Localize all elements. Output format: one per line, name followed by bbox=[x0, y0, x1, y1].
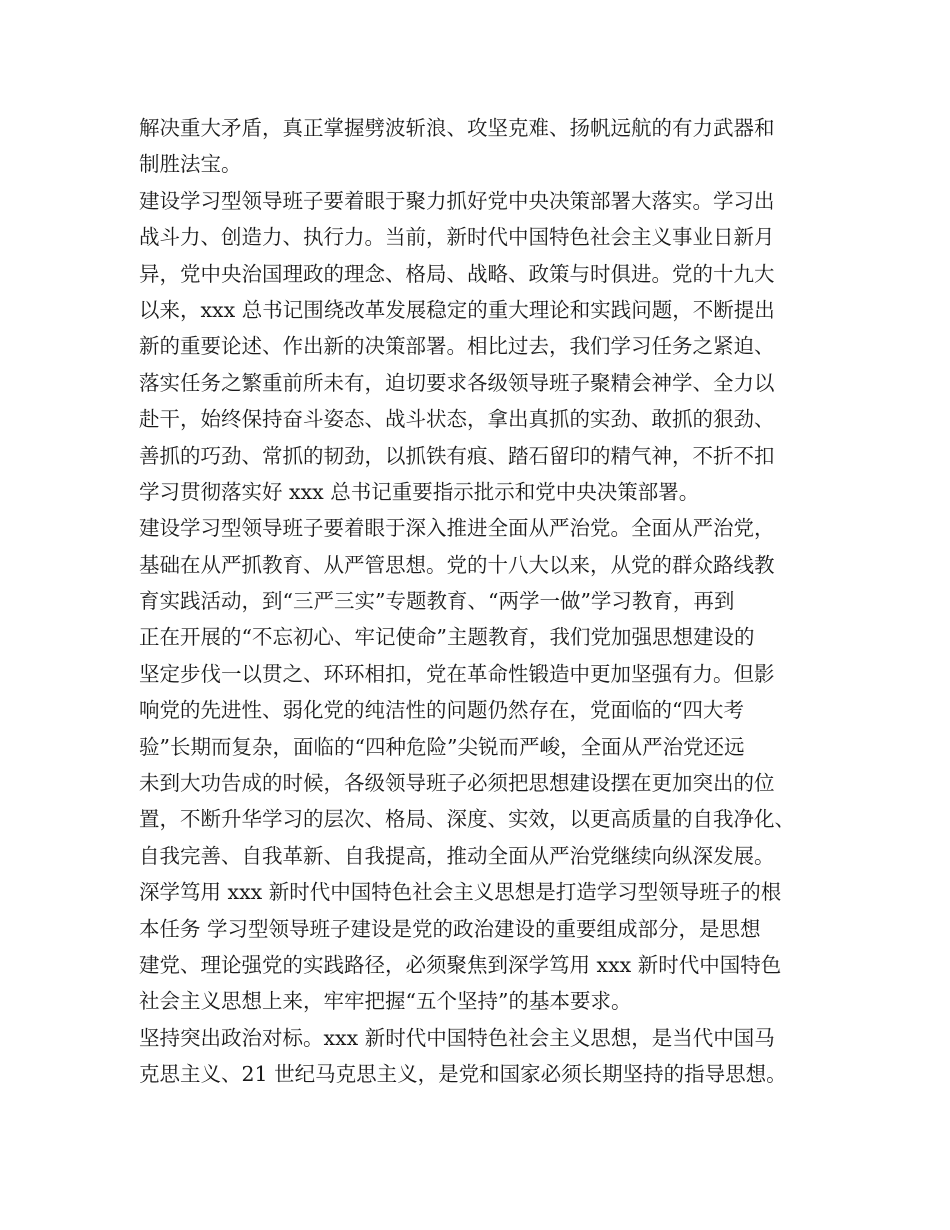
text-line: 验”长期而复杂，面临的“四种危险”尖锐而严峻，全面从严治党还远 bbox=[139, 734, 745, 759]
text-line: 响党的先进性、弱化党的纯洁性的问题仍然存在，党面临的“四大考 bbox=[139, 698, 744, 723]
text-line: 育实践活动，到“三严三实”专题教育、“两学一做”学习教育，再到 bbox=[139, 589, 735, 614]
text-line: 未到大功告成的时候，各级领导班子必须把思想建设摆在更加突出的位 bbox=[139, 771, 775, 796]
text-line: 战斗力、创造力、执行力。当前，新时代中国特色社会主义事业日新月 bbox=[139, 225, 775, 250]
text-line: 自我完善、自我革新、自我提高，推动全面从严治党继续向纵深发展。 bbox=[139, 843, 775, 868]
text-line: 新的重要论述、作出新的决策部署。相比过去，我们学习任务之紧迫、 bbox=[139, 334, 775, 359]
text-line: 建党、理论强党的实践路径，必须聚焦到深学笃用 xxx 新时代中国特色 bbox=[139, 952, 782, 977]
text-line: 基础在从严抓教育、从严管思想。党的十八大以来，从党的群众路线教 bbox=[139, 552, 775, 577]
text-line: 异，党中央治国理政的理念、格局、战略、政策与时俱进。党的十九大 bbox=[139, 261, 775, 286]
text-line: 置，不断升华学习的层次、格局、深度、实效，以更高质量的自我净化、 bbox=[139, 807, 795, 832]
text-line: 正在开展的“不忘初心、牢记使命”主题教育，我们党加强思想建设的 bbox=[139, 625, 755, 650]
text-line: 深学笃用 xxx 新时代中国特色社会主义思想是打造学习型领导班子的根 bbox=[139, 880, 782, 905]
text-line: 赴干，始终保持奋斗姿态、战斗状态，拿出真抓的实劲、敢抓的狠劲、 bbox=[139, 407, 775, 432]
text-line: 解决重大矛盾，真正掌握劈波斩浪、攻坚克难、扬帆远航的有力武器和 bbox=[139, 116, 775, 140]
text-line: 以来，xxx 总书记围绕改革发展稳定的重大理论和实践问题，不断提出 bbox=[139, 297, 775, 322]
text-line: 建设学习型领导班子要着眼于深入推进全面从严治党。全面从严治党， bbox=[139, 516, 775, 541]
text-line: 建设学习型领导班子要着眼于聚力抓好党中央决策部署大落实。学习出 bbox=[139, 188, 775, 213]
text-line: 本任务 学习型领导班子建设是党的政治建设的重要组成部分，是思想 bbox=[139, 916, 761, 941]
text-line: 社会主义思想上来，牢牢把握“五个坚持”的基本要求。 bbox=[139, 989, 632, 1014]
text-line: 制胜法宝。 bbox=[139, 152, 242, 177]
text-line: 善抓的巧劲、常抓的韧劲，以抓铁有痕、踏石留印的精气神，不折不扣 bbox=[139, 443, 775, 468]
text-line: 落实任务之繁重前所未有，迫切要求各级领导班子聚精会神学、全力以 bbox=[139, 370, 775, 395]
body-text bbox=[139, 110, 839, 1093]
text-line: 学习贯彻落实好 xxx 总书记重要指示批示和党中央决策部署。 bbox=[139, 479, 700, 504]
text-line: 坚定步伐一以贯之、环环相扣，党在革命性锻造中更加坚强有力。但影 bbox=[139, 661, 775, 686]
text-line: 坚持突出政治对标。xxx 新时代中国特色社会主义思想，是当代中国马 bbox=[139, 1025, 775, 1050]
text-line: 克思主义、21 世纪马克思主义，是党和国家必须长期坚持的指导思想。 bbox=[139, 1062, 787, 1087]
